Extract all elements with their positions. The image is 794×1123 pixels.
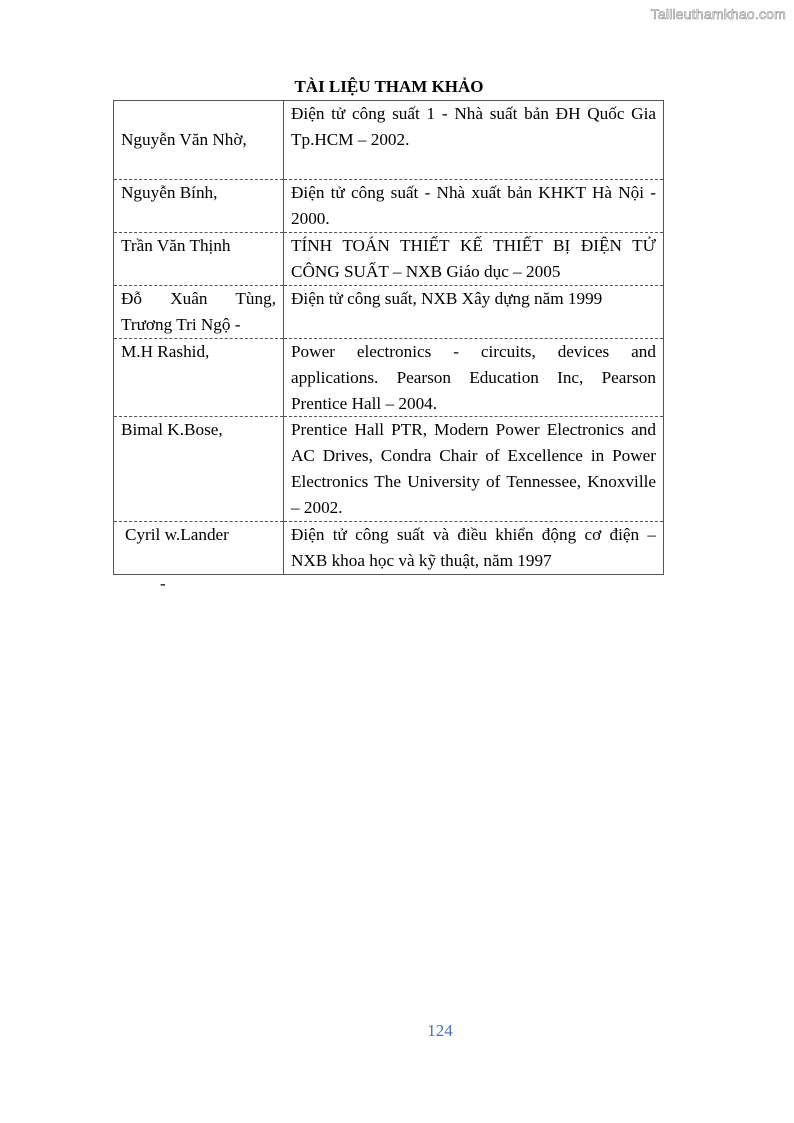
reference-work: Điện tử công suất - Nhà xuất bản KHKT Hà Nội - 2000.	[284, 180, 664, 233]
table-row	[114, 339, 664, 417]
reference-work: Điện tử công suất và điều khiển động cơ điện – NXB khoa học và kỹ thuật, năm 1997	[284, 522, 664, 575]
reference-work: Điện tử công suất, NXB Xây dựng năm 1999	[284, 286, 664, 339]
watermark-text: Tailieuthamkhao.com	[650, 6, 786, 22]
table-row	[114, 417, 664, 522]
table-row	[114, 522, 664, 575]
trailing-dash: -	[160, 574, 166, 593]
reference-work: TÍNH TOÁN THIẾT KẾ THIẾT BỊ ĐIỆN TỬ CÔNG SUẤT – NXB Giáo dục – 2005	[284, 233, 664, 286]
reference-author: Nguyễn Văn Nhờ,	[114, 101, 284, 180]
table-row	[114, 180, 664, 233]
reference-author: Cyril w.Lander	[114, 522, 284, 575]
table-row	[114, 101, 664, 180]
reference-work: Power electronics - circuits, devices and applications. Pearson Education Inc, Pearson Prentice Hall – 2004.	[284, 339, 664, 417]
reference-work: Điện tử công suất 1 - Nhà suất bản ĐH Quốc Gia Tp.HCM – 2002.	[284, 101, 664, 180]
page-number: 124	[427, 1021, 453, 1040]
references-table	[113, 100, 664, 575]
reference-author: Bimal K.Bose,	[114, 417, 284, 522]
reference-author: Đỗ Xuân Tùng, Trương Tri Ngộ -	[114, 286, 284, 339]
reference-work: Prentice Hall PTR, Modern Power Electronics and AC Drives, Condra Chair of Excellence in Power Electronics The University of Tennessee, Knoxville – 2002.	[284, 417, 664, 522]
table-row	[114, 233, 664, 286]
reference-author: M.H Rashid,	[114, 339, 284, 417]
table-row	[114, 286, 664, 339]
reference-author: Trần Văn Thịnh	[114, 233, 284, 286]
reference-author: Nguyễn Bính,	[114, 180, 284, 233]
page-title: TÀI LIỆU THAM KHẢO	[294, 77, 484, 96]
